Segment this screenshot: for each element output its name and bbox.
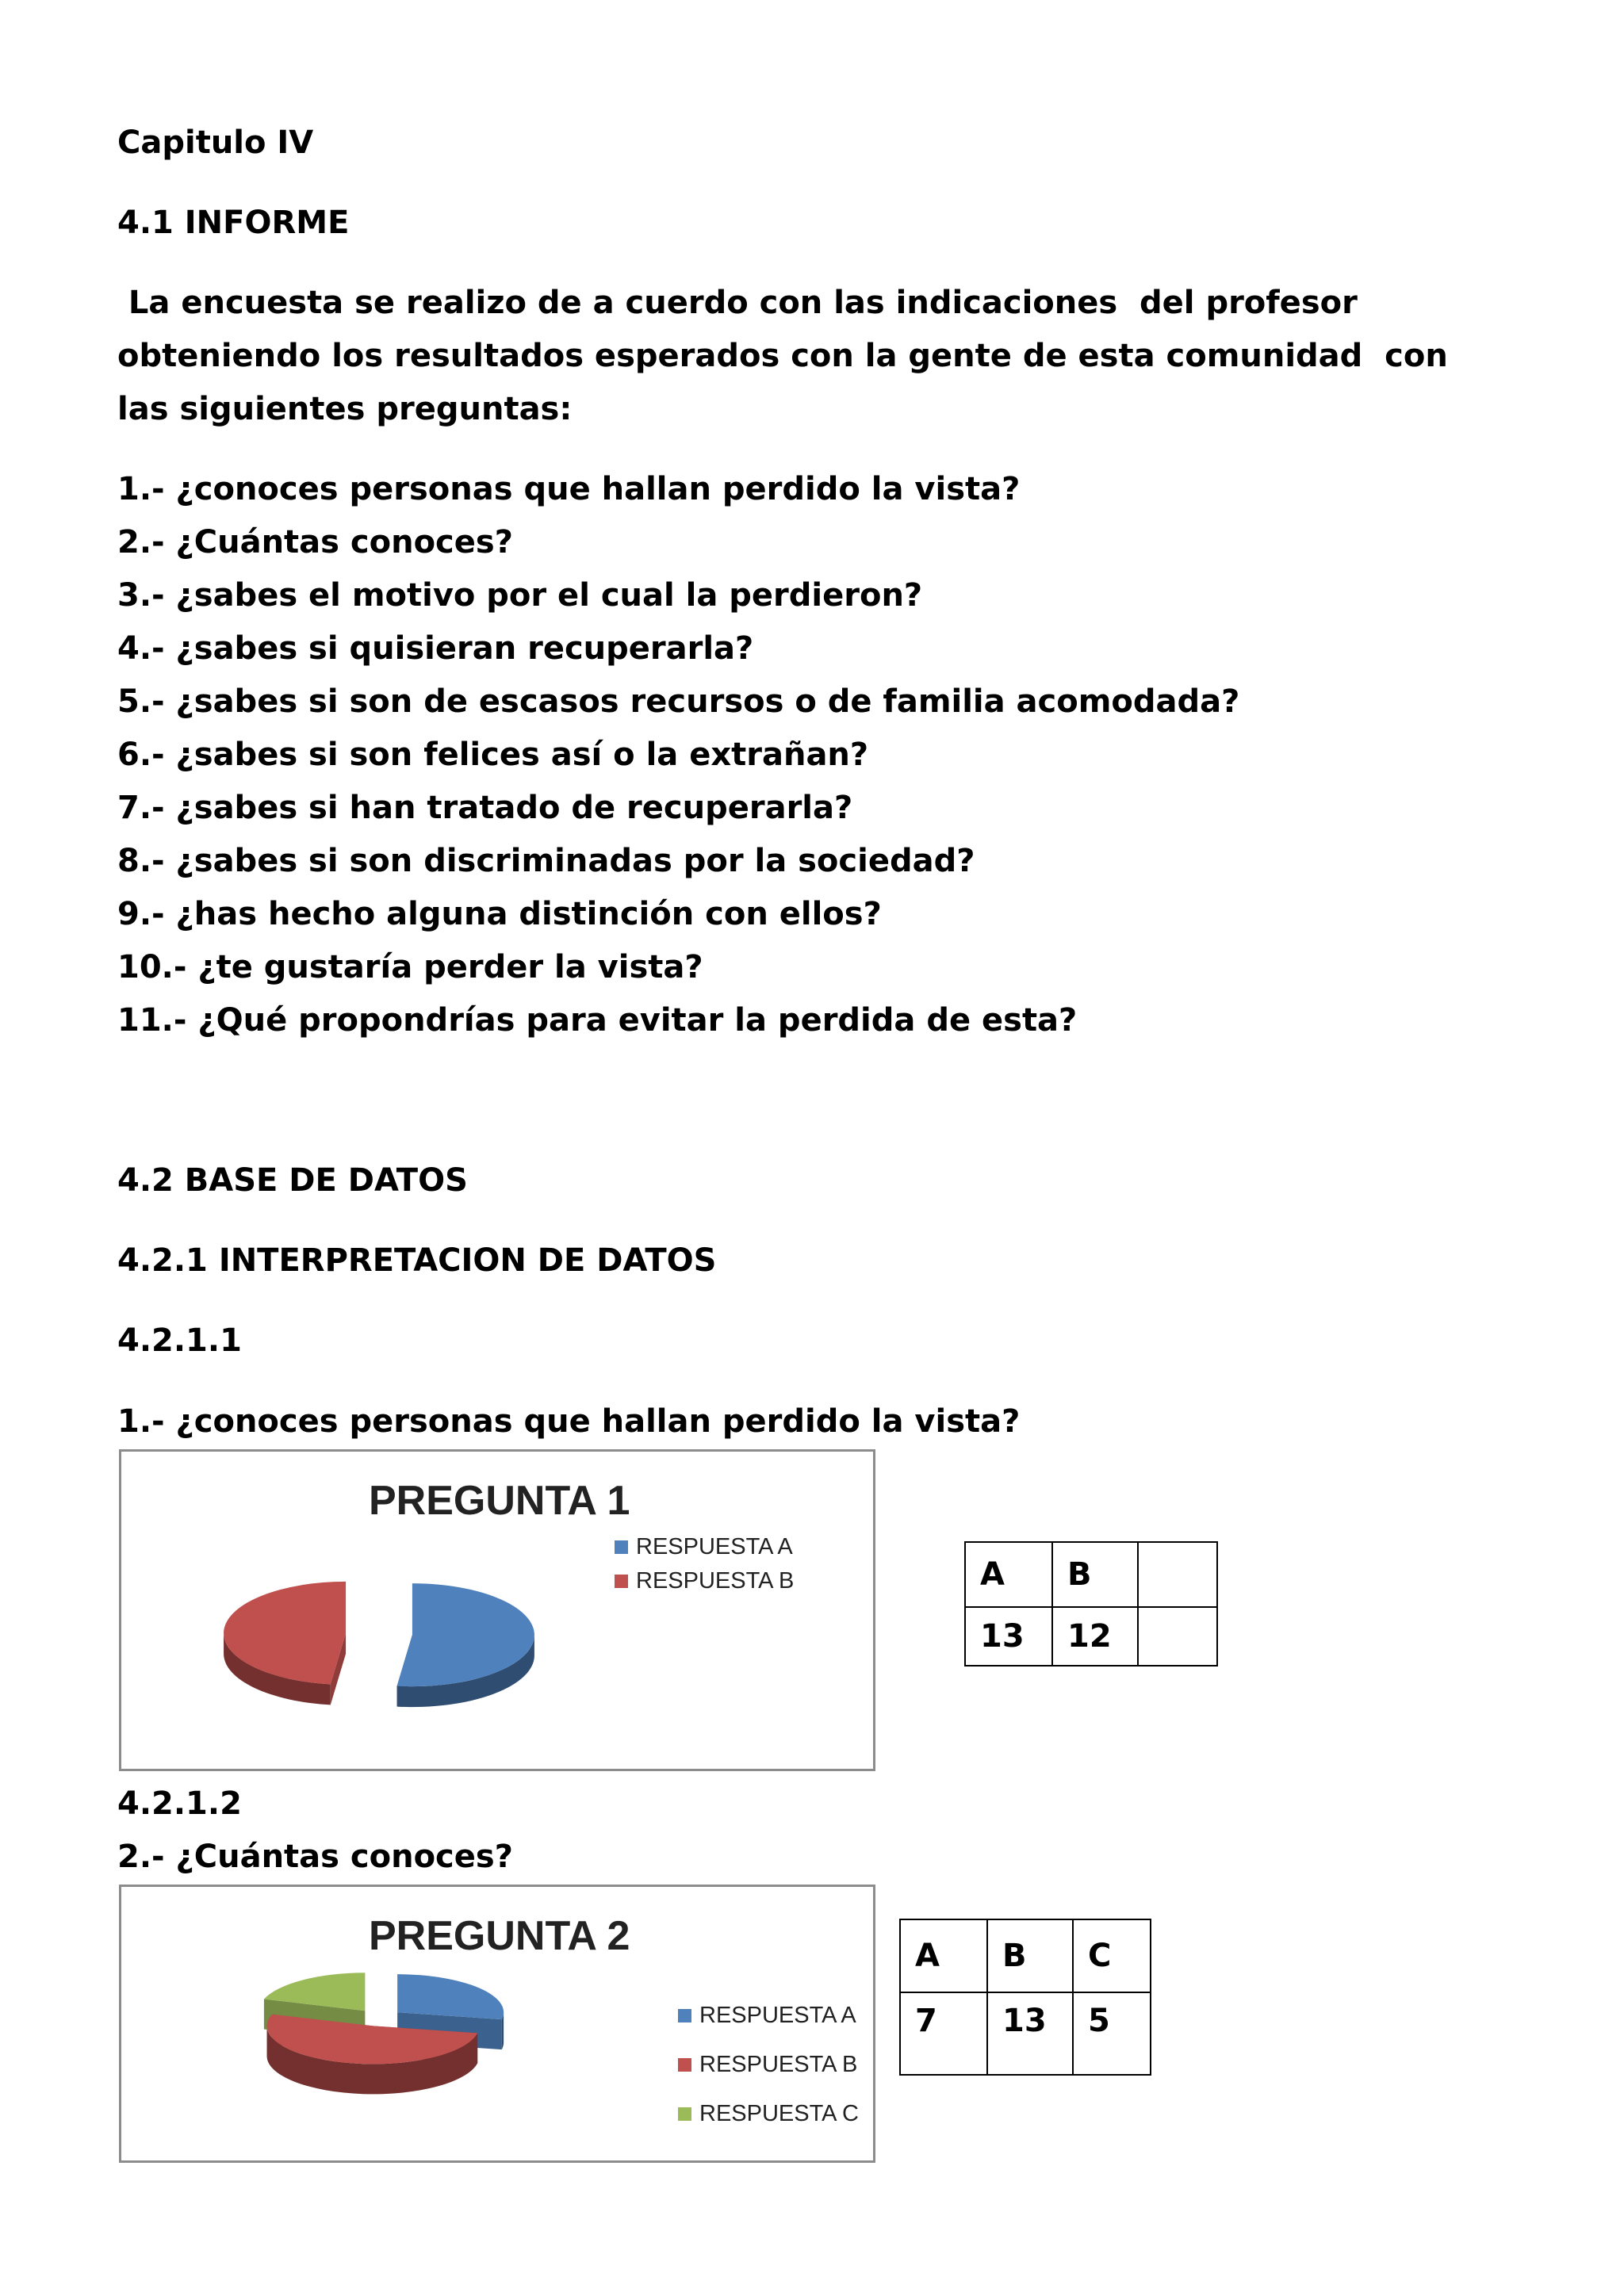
table-1-header-empty (1138, 1542, 1217, 1607)
table-1-value-empty (1138, 1607, 1217, 1666)
chart-1-frame (119, 1449, 875, 1771)
section-informe-heading: 4.1 INFORME (117, 205, 350, 241)
question-item: 7.- ¿sabes si han tratado de recuperarla? (117, 790, 853, 826)
chart-2-legend-c-label: RESPUESTA C (699, 2101, 859, 2126)
table-2-header-a: A (900, 1919, 987, 1992)
chapter-title: Capitulo IV (117, 124, 314, 161)
chart-2-frame (119, 1885, 875, 2163)
question-item: 9.- ¿has hecho alguna distinción con ellos? (117, 896, 882, 932)
section-base-heading: 4.2 BASE DE DATOS (117, 1162, 468, 1199)
paragraph-line-3: las siguientes preguntas: (117, 391, 573, 427)
table-1-header-a: A (965, 1542, 1052, 1607)
sub2-question: 2.- ¿Cuántas conoces? (117, 1839, 513, 1875)
table-2-header-b: B (987, 1919, 1073, 1992)
question-item: 3.- ¿sabes el motivo por el cual la perdieron? (117, 577, 923, 614)
chart-2-pie (121, 1887, 873, 2160)
chart-2-slice-1 (397, 1974, 504, 2019)
table-2-value-b: 13 (987, 1992, 1073, 2075)
paragraph-line-1: La encuesta se realizo de a cuerdo con las indicaciones del profesor (117, 285, 1358, 321)
table-2-value-a: 7 (900, 1992, 987, 2075)
question-item: 11.- ¿Qué propondrías para evitar la perdida de esta? (117, 1002, 1078, 1039)
chart-2-title: PREGUNTA 2 (369, 1913, 630, 1959)
table-2-header-c: C (1073, 1919, 1151, 1992)
chart-2-legend-b-label: RESPUESTA B (699, 2052, 858, 2077)
question-item: 8.- ¿sabes si son discriminadas por la sociedad? (117, 843, 975, 879)
table-1-value-a: 13 (965, 1607, 1052, 1666)
question-item: 10.- ¿te gustaría perder la vista? (117, 949, 703, 985)
question-item: 1.- ¿conoces personas que hallan perdido la vista? (117, 471, 1021, 507)
chart-1-legend-a-label: RESPUESTA A (636, 1534, 793, 1559)
chart-1-title: PREGUNTA 1 (369, 1478, 630, 1524)
sub1-question: 1.- ¿conoces personas que hallan perdido la vista? (117, 1403, 1021, 1440)
question-item: 6.- ¿sabes si son felices así o la extrañan? (117, 737, 869, 773)
sub2-number: 4.2.1.2 (117, 1785, 242, 1822)
table-1-header-b: B (1052, 1542, 1138, 1607)
question-item: 2.- ¿Cuántas conoces? (117, 524, 513, 561)
question-item: 4.- ¿sabes si quisieran recuperarla? (117, 630, 754, 667)
table-1-value-b: 12 (1052, 1607, 1138, 1666)
paragraph-line-2: obteniendo los resultados esperados con la gente de esta comunidad con (117, 338, 1448, 374)
section-interp-heading: 4.2.1 INTERPRETACION DE DATOS (117, 1242, 717, 1279)
table-2-value-c: 5 (1073, 1992, 1151, 2075)
table-2 (899, 1919, 1151, 2076)
question-item: 5.- ¿sabes si son de escasos recursos o de familia acomodada? (117, 683, 1240, 720)
chart-2-legend-a-label: RESPUESTA A (699, 2003, 856, 2028)
table-1 (964, 1541, 1218, 1667)
sub1-number: 4.2.1.1 (117, 1322, 242, 1359)
chart-1-legend-b-label: RESPUESTA B (636, 1568, 795, 1594)
chart-1-pie (121, 1452, 873, 1769)
